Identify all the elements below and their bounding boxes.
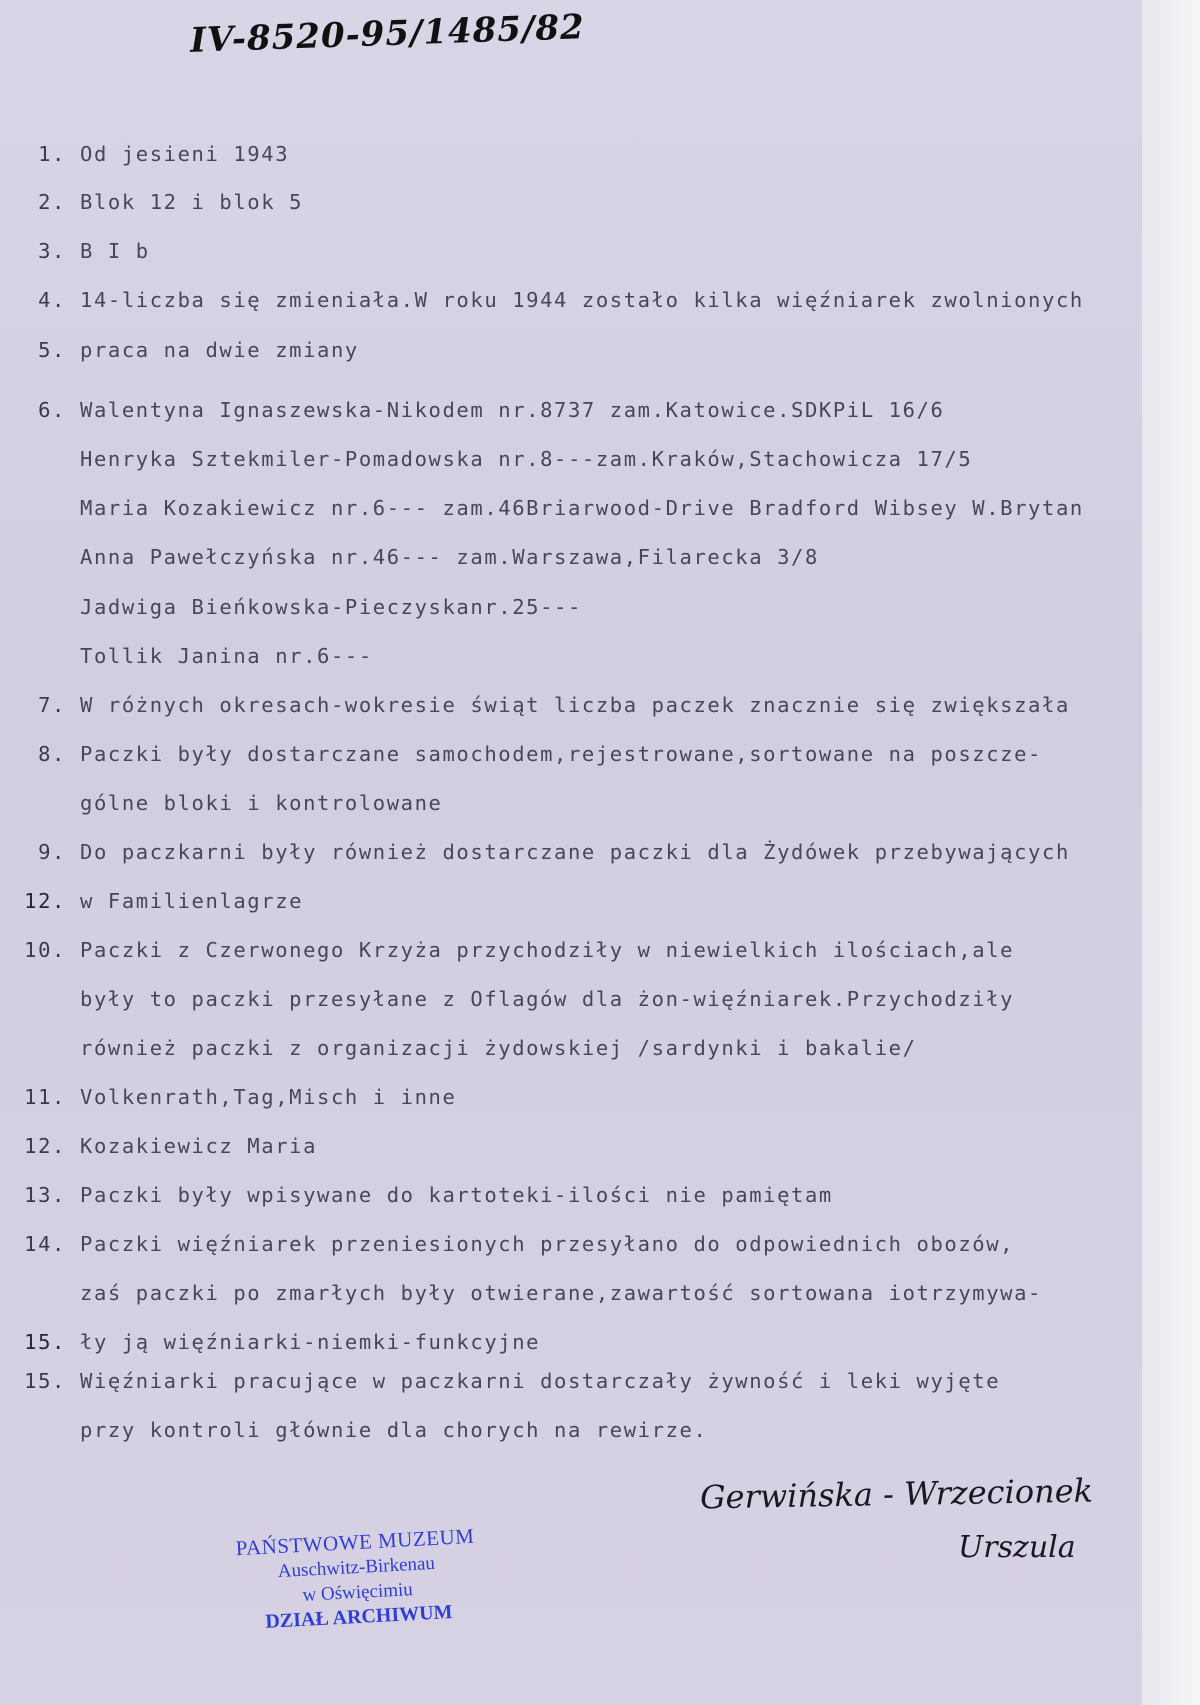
line-6e: Jadwiga Bieńkowska-Pieczyskanr.25--- — [80, 595, 582, 619]
line-6d: Anna Pawełczyńska nr.46--- zam.Warszawa,Filarecka 3/8 — [80, 545, 819, 569]
line-6: 6. Walentyna Ignaszewska-Nikodem nr.8737 zam.Katowice.SDKPiL 16/6 — [38, 398, 945, 422]
line-15b: przy kontroli głównie dla chorych na rewirze. — [80, 1418, 708, 1442]
line-13: 13. Paczki były wpisywane do kartoteki-ilości nie pamiętam — [24, 1183, 833, 1207]
line-14c: 15. ły ją więźniarki-niemki-funkcyjne — [24, 1330, 541, 1354]
handwritten-signature-firstname: Urszula — [958, 1530, 1076, 1565]
archive-stamp — [210, 1522, 505, 1637]
reference-number: IV-8520-95/1485/82 — [189, 7, 586, 61]
line-7: 7. W różnych okresach-wokresie świąt liczba paczek znacznie się zwiększała — [38, 693, 1070, 717]
line-5: 5. praca na dwie zmiany — [38, 338, 359, 362]
line-9: 9. Do paczkarni były również dostarczane paczki dla Żydówek przebywających — [38, 840, 1070, 864]
stamp-line-3: w Oświęcimiu — [302, 1579, 414, 1606]
handwritten-signature: Gerwińska - Wrzecionek — [699, 1471, 1094, 1517]
line-10c: również paczki z organizacji żydowskiej /sardynki i bakalie/ — [80, 1036, 917, 1060]
line-6b: Henryka Sztekmiler-Pomadowska nr.8---zam.Kraków,Stachowicza 17/5 — [80, 447, 973, 471]
stamp-line-2: Auschwitz-Birkenau — [277, 1552, 436, 1583]
line-9b: 12. w Familienlagrze — [24, 889, 304, 913]
line-12: 12. Kozakiewicz Maria — [24, 1134, 318, 1158]
line-8b: gólne bloki i kontrolowane — [80, 791, 443, 815]
line-3: 3. B I b — [38, 239, 150, 263]
line-10b: były to paczki przesyłane z Oflagów dla żon-więźniarek.Przychodziły — [80, 987, 1015, 1011]
line-14: 14. Paczki więźniarek przeniesionych przesyłano do odpowiednich obozów, — [24, 1232, 1015, 1256]
line-11: 11. Volkenrath,Tag,Misch i inne — [24, 1085, 457, 1109]
line-2: 2. Blok 12 i blok 5 — [38, 190, 304, 214]
line-8: 8. Paczki były dostarczane samochodem,rejestrowane,sortowane na poszcze- — [38, 742, 1043, 766]
line-4: 4. 14-liczba się zmieniała.W roku 1944 zostało kilka więźniarek zwolnionych — [38, 288, 1084, 312]
stamp-line-1: PAŃSTWOWE MUZEUM — [235, 1523, 475, 1561]
line-10: 10. Paczki z Czerwonego Krzyża przychodziły w niewielkich ilościach,ale — [24, 938, 1015, 962]
line-14b: zaś paczki po zmarłych były otwierane,zawartość sortowana iotrzymywa- — [80, 1281, 1043, 1305]
stamp-line-4: DZIAŁ ARCHIWUM — [264, 1601, 454, 1633]
line-6c: Maria Kozakiewicz nr.6--- zam.46Briarwood-Drive Bradford Wibsey W.Brytan — [80, 496, 1084, 520]
line-6f: Tollik Janina nr.6--- — [80, 644, 373, 668]
line-1: 1. Od jesieni 1943 — [38, 142, 290, 166]
line-15: 15. Więźniarki pracujące w paczkarni dostarczały żywność i leki wyjęte — [24, 1369, 1001, 1393]
